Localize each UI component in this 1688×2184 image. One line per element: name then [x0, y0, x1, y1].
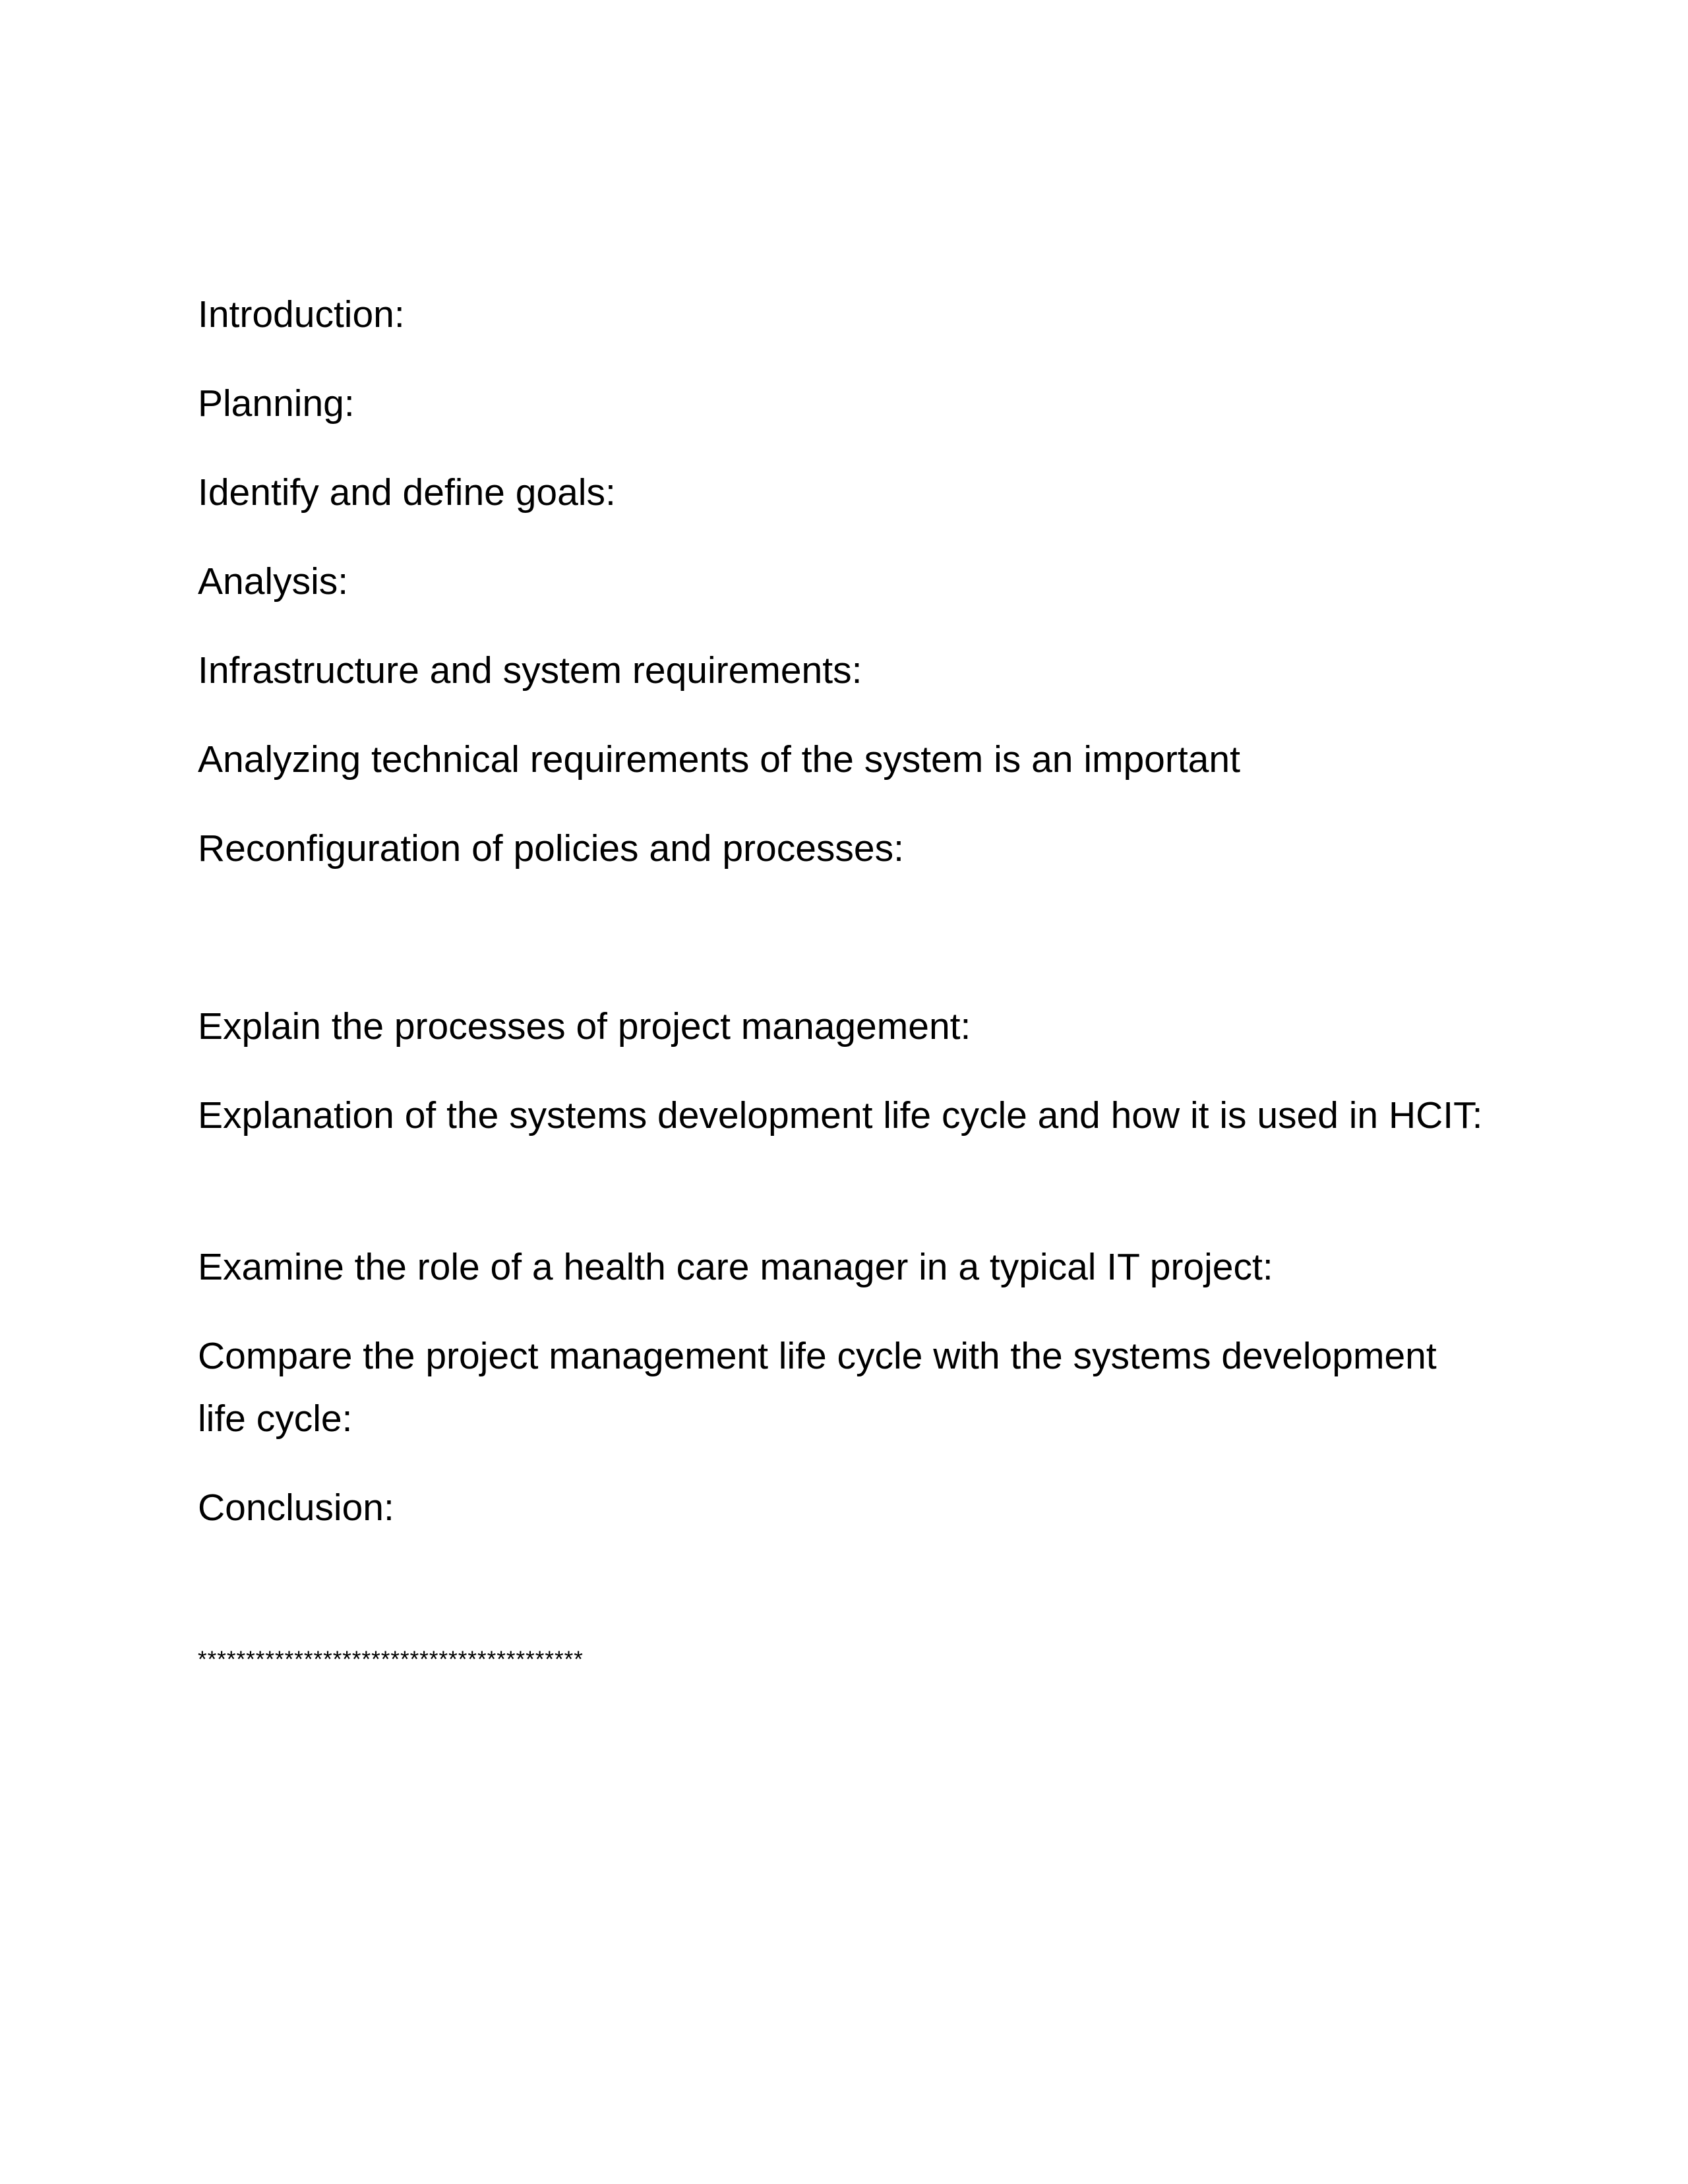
heading-infrastructure: Infrastructure and system requirements: — [198, 649, 862, 692]
heading-planning: Planning: — [198, 382, 355, 425]
heading-compare-life-cycles: Compare the project management life cycle with the systems development life cycle: — [198, 1335, 1437, 1440]
heading-conclusion: Conclusion: — [198, 1487, 394, 1529]
heading-health-care-manager: Examine the role of a health care manager in a typical IT project: — [198, 1246, 1273, 1288]
heading-identify-goals: Identify and define goals: — [198, 471, 616, 514]
heading-project-management: Explain the processes of project management: — [198, 1005, 971, 1048]
heading-sdlc-explanation: Explanation of the systems development life cycle and how it is used in HCIT: — [198, 1094, 1483, 1136]
asterisk-separator: **************************************** — [198, 1647, 584, 1672]
heading-reconfiguration: Reconfiguration of policies and processes: — [198, 827, 904, 870]
heading-analysis: Analysis: — [198, 560, 349, 603]
text-analyzing-technical: Analyzing technical requirements of the system is an important — [198, 738, 1240, 781]
heading-introduction: Introduction: — [198, 293, 405, 336]
